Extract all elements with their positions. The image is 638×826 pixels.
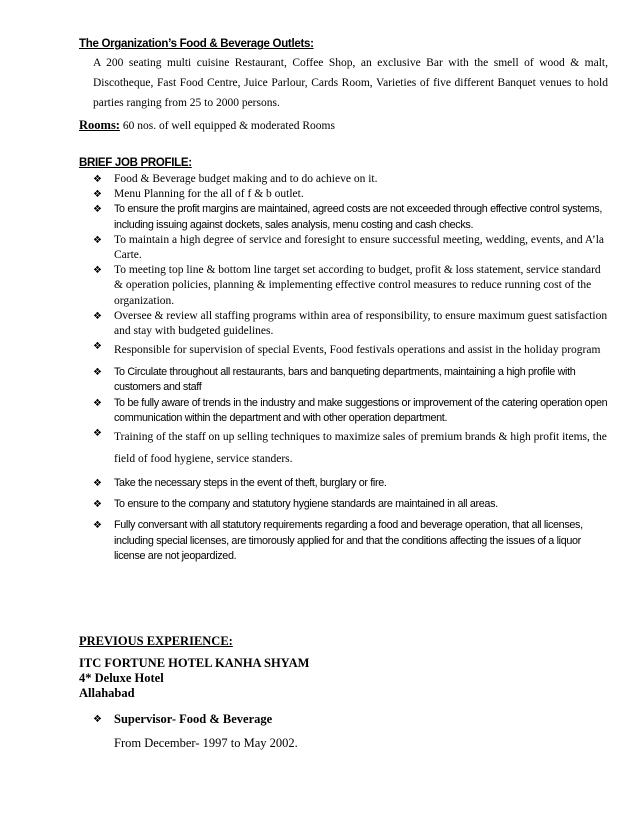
list-item: ❖ Fully conversant with all statutory requirements regarding a food and beverage operation, that all licenses, including special licenses, are timorously applied for and that the conditions affecting the issues of a liquor license are not jeopardized.: [93, 519, 583, 562]
diamond-bullet-icon: ❖: [93, 520, 102, 532]
hotel-block: [79, 656, 309, 701]
list-item: ❖ To ensure to the company and statutory hygiene standards are maintained in all areas.: [93, 498, 498, 511]
list-item: ❖ To Circulate throughout all restaurants, bars and banqueting departments, maintaining a high profile with customers and staff: [93, 366, 576, 394]
rooms-text: 60 nos. of well equipped & moderated Rooms: [119, 120, 335, 132]
diamond-bullet-icon: ❖: [93, 428, 102, 440]
diamond-bullet-icon: ❖: [93, 714, 102, 725]
list-item: ❖ To maintain a high degree of service and foresight to ensure successful meeting, wedding, events, and A’la Carte.: [93, 233, 605, 262]
hotel-name: ITC FORTUNE HOTEL KANHA SHYAM: [79, 656, 310, 670]
list-item: ❖ Training of the staff on up selling techniques to maximize sales of premium brands & high profit items, the field of food hygiene, service standers.: [93, 428, 607, 466]
list-item: ❖ Take the necessary steps in the event of theft, burglary or fire.: [93, 477, 387, 490]
hotel-type: 4* Deluxe Hotel: [79, 671, 164, 685]
rooms-label: Rooms:: [79, 118, 120, 132]
employment-period: From December- 1997 to May 2002.: [114, 736, 298, 750]
previous-experience-heading: PREVIOUS EXPERIENCE:: [79, 634, 233, 648]
role-title: Supervisor- Food & Beverage: [114, 712, 273, 726]
diamond-bullet-icon: ❖: [93, 234, 102, 246]
diamond-bullet-icon: ❖: [93, 189, 102, 201]
diamond-bullet-icon: ❖: [93, 341, 102, 353]
list-item: ❖ To meeting top line & bottom line target set according to budget, profit & loss statement, service standard & operation policies, planning & implementing effective control measures to reduce running cost of the organization.: [93, 264, 601, 307]
role-item: [93, 712, 272, 727]
diamond-bullet-icon: ❖: [93, 478, 102, 490]
diamond-bullet-icon: ❖: [93, 265, 102, 277]
diamond-bullet-icon: ❖: [93, 367, 102, 379]
list-item: ❖ Menu Planning for the all of f & b outlet.: [93, 188, 304, 201]
outlets-description: A 200 seating multi cuisine Restaurant, Coffee Shop, an exclusive Bar with the smell of wood & malt, Discotheque, Fast Food Centre, Juice Parlour, Cards Room, Varieties of five different Banquet venues to hold parties ranging from 25 to 2000 persons.: [93, 57, 608, 109]
rooms-line: [79, 118, 335, 133]
diamond-bullet-icon: ❖: [93, 310, 102, 322]
list-item: ❖ Food & Beverage budget making and to do achieve on it.: [93, 173, 378, 185]
diamond-bullet-icon: ❖: [93, 499, 102, 511]
diamond-bullet-icon: ❖: [93, 174, 102, 185]
list-item: ❖ To ensure the profit margins are maintained, agreed costs are not exceeded through effective control systems, including issuing against dockets, sales analysis, menu costing and cash checks.: [93, 203, 602, 231]
list-item: ❖ Responsible for supervision of special Events, Food festivals operations and assist in the holiday program: [93, 341, 601, 357]
diamond-bullet-icon: ❖: [93, 397, 102, 409]
job-profile-list: [93, 172, 611, 564]
list-item: ❖ Oversee & review all staffing programs within area of responsibility, to ensure maximum guest satisfaction and stay with budgeted guidelines.: [93, 309, 608, 338]
outlets-heading: The Organization’s Food & Beverage Outlets:: [79, 38, 314, 50]
hotel-city: Allahabad: [79, 686, 135, 700]
diamond-bullet-icon: ❖: [93, 204, 102, 216]
list-item: ❖ To be fully aware of trends in the industry and make suggestions or improvement of the catering operation open communication within the department and with other operation department.: [93, 396, 608, 424]
brief-job-profile-heading: BRIEF JOB PROFILE:: [79, 157, 192, 169]
